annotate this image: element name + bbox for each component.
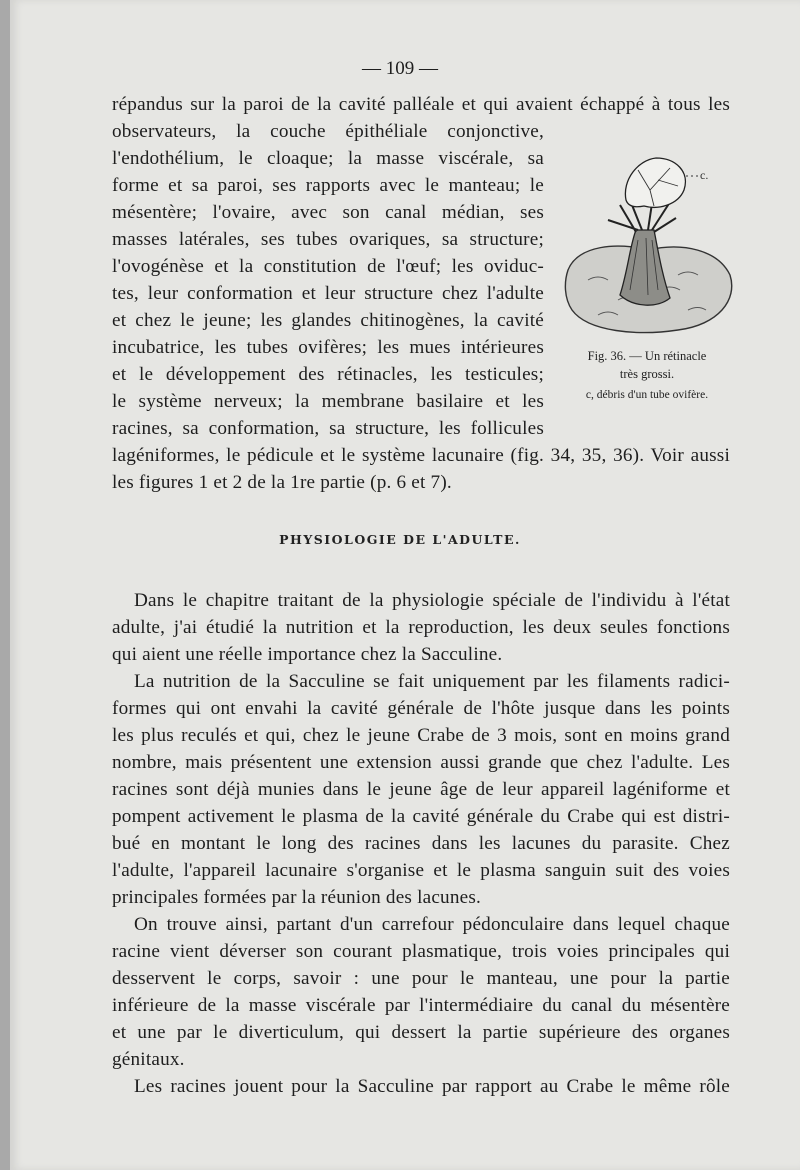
text-line: racines sont déjà munies dans le jeune âge de leur appareil lagéniforme et [112, 779, 730, 800]
section-heading: PHYSIOLOGIE DE L'ADULTE. [279, 532, 521, 547]
text-line: qui aient une réelle importance chez la Sacculine. [112, 644, 503, 665]
text-line: génitaux. [112, 1049, 185, 1070]
figure-caption-line: Fig. 36. — Un rétinacle [587, 349, 707, 363]
text-line: bué en montant le long des racines dans les lacunes du parasite. Chez [112, 833, 730, 854]
page-number: — 109 — [362, 58, 438, 79]
text-line: et chez le jeune; les glandes chitinogènes, la cavité [112, 310, 544, 331]
text-line: racines, sa conformation, sa structure, les follicules [112, 418, 544, 439]
text-line: Dans le chapitre traitant de la physiologie spéciale de l'individu à l'état [134, 590, 730, 611]
text-line: l'adulte, l'appareil lacunaire s'organise et le plasma sanguin suit des voies [112, 860, 730, 881]
text-line: mésentère; l'ovaire, avec son canal médian, ses [112, 202, 544, 223]
text-line: et le développement des rétinacles, les testicules; [112, 364, 544, 385]
text-line: lagéniformes, le pédicule et le système lacunaire (fig. 34, 35, 36). Voir aussi [112, 445, 730, 466]
text-line: nombre, mais présentent une extension aussi grande que chez l'adulte. Les [112, 752, 730, 773]
text-line: les figures 1 et 2 de la 1re partie (p. 6 et 7). [112, 472, 452, 493]
text-line: et une par le diverticulum, qui dessert la partie supérieure des organes [112, 1022, 730, 1043]
text-line: observateurs, la couche épithéliale conjonctive, [112, 121, 544, 142]
figure-caption-line: très grossi. [619, 367, 675, 381]
text-line: On trouve ainsi, partant d'un carrefour pédonculaire dans lequel chaque [134, 914, 730, 935]
text-line: inférieure de la masse viscérale par l'intermédiaire du canal du mésentère [112, 995, 730, 1016]
text-line: répandus sur la paroi de la cavité palléale et qui avaient échappé à tous les [112, 94, 730, 115]
figure-label: c. [700, 168, 709, 182]
text-line: Les racines jouent pour la Sacculine par rapport au Crabe le même rôle [134, 1076, 730, 1097]
text-line: tes, leur conformation et leur structure chez l'adulte [112, 283, 544, 304]
text-line: adulte, j'ai étudié la nutrition et la reproduction, les deux seules fonctions [112, 617, 730, 638]
text-line: l'endothélium, le cloaque; la masse viscérale, sa [112, 148, 544, 169]
text-line: principales formées par la réunion des lacunes. [112, 887, 482, 908]
text-line: desservent le corps, savoir : une pour le manteau, une pour la partie [112, 968, 730, 989]
text-line: pompent activement le plasma de la cavité générale du Crabe qui est distri- [112, 806, 730, 827]
retinacle-figure [558, 150, 738, 340]
text-line: La nutrition de la Sacculine se fait uniquement par les filaments radici- [134, 671, 730, 692]
text-line: forme et sa paroi, ses rapports avec le manteau; le [112, 175, 544, 196]
text-line: l'ovogénèse et la constitution de l'œuf; les oviduc- [112, 256, 544, 277]
text-line: les plus reculés et qui, chez le jeune Crabe de 3 mois, sont en moins grand [112, 725, 730, 746]
figure-caption-line: c, débris d'un tube ovifère. [585, 389, 709, 401]
text-line: le système nerveux; la membrane basilaire et les [112, 391, 544, 412]
text-line: masses latérales, ses tubes ovariques, sa structure; [112, 229, 544, 250]
text-line: incubatrice, les tubes ovifères; les mues intérieures [112, 337, 544, 358]
text-line: racine vient déverser son courant plasmatique, trois voies principales qui [112, 941, 730, 962]
text-line: formes qui ont envahi la cavité générale de l'hôte jusque dans les points [112, 698, 730, 719]
